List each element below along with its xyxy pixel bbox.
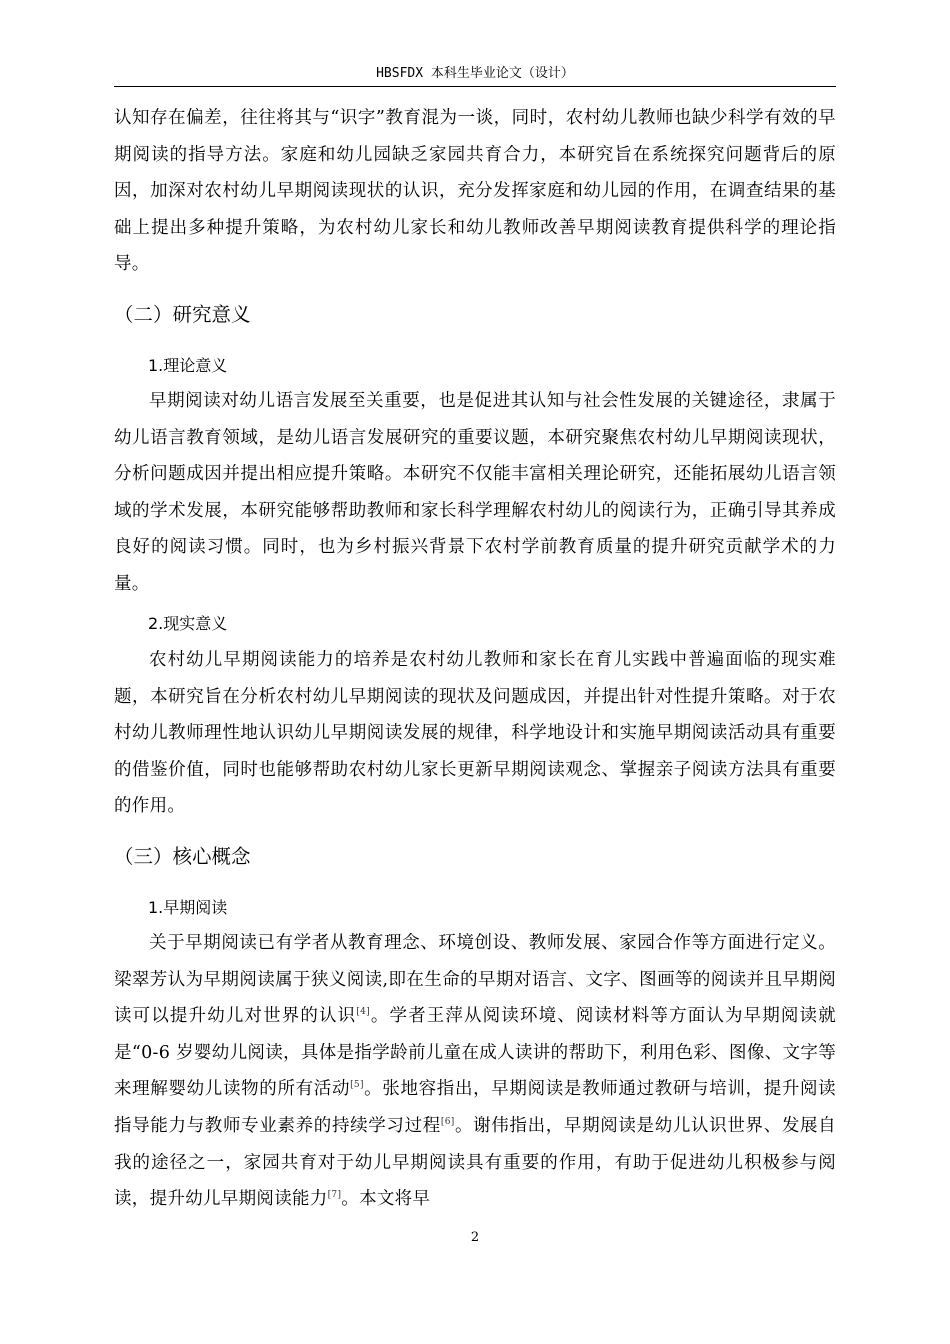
subheading-theoretical: 1.理论意义 [148, 356, 228, 375]
paragraph-practical: 农村幼儿早期阅读能力的培养是农村幼儿教师和家长在育儿实践中普遍面临的现实难题，本研究旨在分析农村幼儿早期阅读的现状及问题成因，并提出针对性提升策略。对于农村幼儿教师理性地认识幼儿早期阅读发展的规律，科学地设计和实施早期阅读活动具有重要的借鉴价值，同时也能够帮助农村幼儿家长更新早期阅读观念、掌握亲子阅读方法具有重要的作用。 [114, 650, 836, 817]
citation-ref: [6] [440, 1116, 455, 1127]
text-segment: 。谢伟指出，早期阅读是幼儿认识世界、发展自我的途径之一，家园共育对于幼儿早期阅读具有重要的作用，有助于促进幼儿积极参与阅读，提升幼儿早期阅读能力 [114, 1115, 836, 1210]
paragraph-early-reading [114, 925, 836, 1218]
citation-ref: [5] [350, 1080, 364, 1091]
intro-paragraph: 认知存在偏差，往往将其与“识字”教育混为一谈，同时，农村幼儿教师也缺少科学有效的早期阅读的指导方法。家庭和幼儿园缺乏家园共育合力，本研究旨在系统探究问题背后的原因，加深对农村幼儿早期阅读现状的认识，充分发挥家庭和幼儿园的作用，在调查结果的基础上提出多种提升策略，为农村幼儿家长和幼儿教师改善早期阅读教育提供科学的理论指导。 [114, 108, 836, 275]
citation-ref: [4] [356, 1007, 370, 1018]
section-heading-significance: （二）研究意义 [114, 303, 251, 326]
paragraph-theoretical: 早期阅读对幼儿语言发展至关重要，也是促进其认知与社会性发展的关键途径，隶属于幼儿语言教育领域，是幼儿语言发展研究的重要议题，本研究聚焦农村幼儿早期阅读现状，分析问题成因并提出相应提升策略。本研究不仅能丰富相关理论研究，还能拓展幼儿语言领域的学术发展，本研究能够帮助教师和家长科学理解农村幼儿的阅读行为，正确引导其养成良好的阅读习惯。同时，也为乡村振兴背景下农村学前教育质量的提升研究贡献学术的力量。 [114, 391, 836, 594]
subheading-practical: 2.现实意义 [148, 614, 228, 633]
text-segment: 。本文将早 [341, 1189, 431, 1210]
section-heading-concepts: （三）核心概念 [114, 845, 251, 868]
text-segment: 。学者王萍从阅读环境、阅读材料等方面认为早期阅读就是“0-6 岁婴幼儿阅读，具体是指学龄前儿童在成人读讲的帮助下，利用色彩、图像、文字等来理解婴幼儿读物的所有活动 [114, 1006, 836, 1100]
text-segment: 。张地容指出，早期阅读是教师通过教研与培训，提升阅读指导能力与教师专业素养的持续学习过程 [114, 1079, 836, 1136]
text-segment: 关于早期阅读已有学者从教育理念、环境创设、教师发展、家园合作等方面进行定义。梁翠芳认为早期阅读属于狭义阅读,即在生命的早期对语言、文字、图画等的阅读并且早期阅读可以提升幼儿对世界的认识 [114, 933, 836, 1027]
page-number: 2 [470, 1230, 480, 1245]
citation-ref: [7] [327, 1190, 342, 1201]
subheading-early-reading: 1.早期阅读 [148, 898, 228, 917]
running-header: HBSFDX 本科生毕业论文（设计） [114, 64, 836, 87]
